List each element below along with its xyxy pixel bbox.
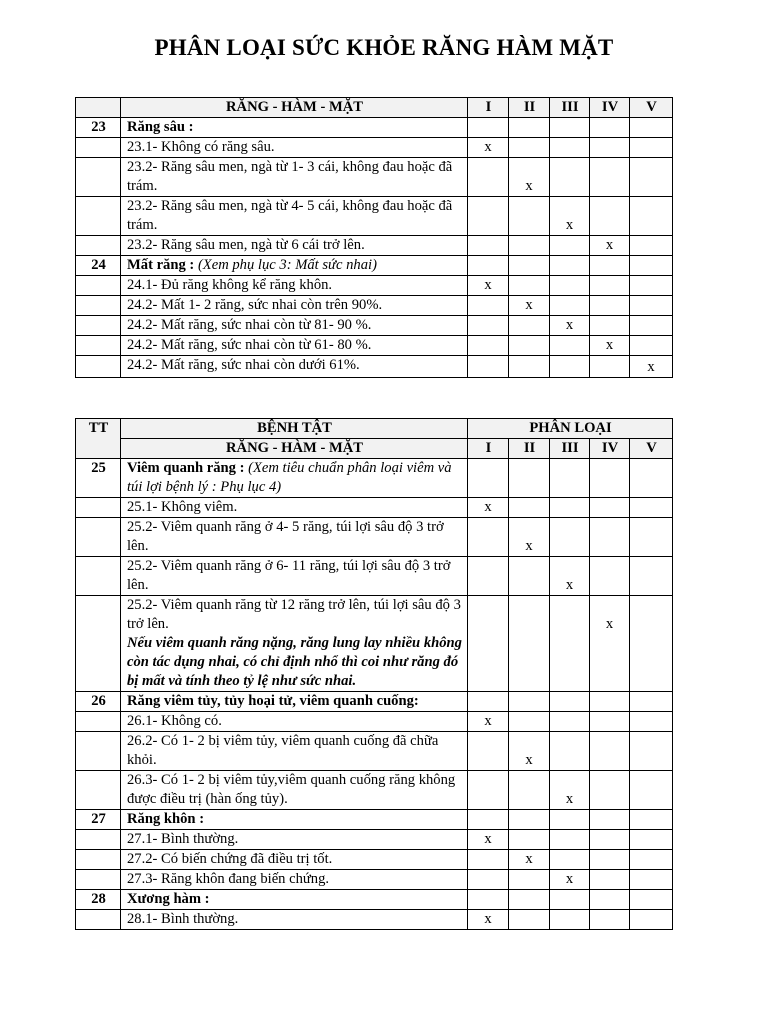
header-col-3: III: [550, 439, 590, 459]
mark-cell: [509, 197, 550, 236]
classification-mark: x: [484, 713, 492, 729]
mark-cell: [590, 197, 630, 236]
row-description: [121, 236, 468, 256]
mark-cell: [468, 138, 509, 158]
mark-cell: [630, 316, 673, 336]
mark-cell: [468, 518, 509, 557]
mark-cell: [630, 197, 673, 236]
mark-cell: [630, 498, 673, 518]
mark-cell: [509, 810, 550, 830]
classification-mark: x: [565, 791, 574, 807]
row-text: 23.2- Răng sâu men, ngà từ 1- 3 cái, không đau hoặc đã trám.: [127, 159, 453, 194]
mark-cell: [550, 316, 590, 336]
mark-cell: [468, 256, 509, 276]
mark-cell: [590, 316, 630, 336]
row-text: 27.3- Răng khôn đang biến chứng.: [127, 871, 330, 887]
mark-cell: [590, 276, 630, 296]
mark-cell: [630, 236, 673, 256]
row-number: 27: [76, 810, 121, 830]
header-col-1: I: [468, 98, 509, 118]
row-number: [76, 732, 121, 771]
row-number: 28: [76, 890, 121, 910]
mark-cell: [590, 712, 630, 732]
row-number: [76, 336, 121, 356]
classification-mark: x: [565, 317, 574, 333]
header-col-3: III: [550, 98, 590, 118]
mark-cell: [630, 276, 673, 296]
mark-cell: [468, 890, 509, 910]
section-row: [76, 459, 673, 498]
mark-cell: [468, 850, 509, 870]
row-text: 27.2- Có biến chứng đã điều trị tốt.: [127, 851, 333, 867]
mark-cell: [509, 296, 550, 316]
classification-mark: x: [525, 178, 533, 194]
mark-cell: [590, 830, 630, 850]
mark-cell: [550, 830, 590, 850]
classification-mark: x: [605, 237, 614, 253]
mark-cell: [550, 356, 590, 378]
classification-mark: x: [484, 911, 492, 927]
mark-cell: [509, 498, 550, 518]
mark-cell: [468, 236, 509, 256]
row-description: [121, 732, 468, 771]
row-text: 24.2- Mất răng, sức nhai còn từ 81- 90 %.: [127, 317, 372, 333]
mark-cell: [630, 830, 673, 850]
row-number: [76, 712, 121, 732]
row-text: 25.1- Không viêm.: [127, 499, 238, 515]
mark-cell: [509, 596, 550, 692]
row-number: [76, 356, 121, 378]
mark-cell: [590, 158, 630, 197]
table-row: [76, 557, 673, 596]
mark-cell: [590, 296, 630, 316]
row-number: [76, 138, 121, 158]
mark-cell: [509, 276, 550, 296]
mark-cell: [630, 732, 673, 771]
mark-cell: [509, 356, 550, 378]
classification-mark: x: [525, 538, 533, 554]
header-group: BỆNH TẬT: [121, 419, 468, 439]
mark-cell: [509, 712, 550, 732]
mark-cell: [630, 596, 673, 692]
row-description: [121, 692, 468, 712]
mark-cell: [550, 197, 590, 236]
mark-cell: [468, 692, 509, 712]
row-text: 28.1- Bình thường.: [127, 911, 239, 927]
header-col-1: I: [468, 439, 509, 459]
classification-mark: x: [484, 277, 492, 293]
mark-cell: [630, 810, 673, 830]
row-description: [121, 256, 468, 276]
mark-cell: [550, 850, 590, 870]
row-number: [76, 518, 121, 557]
mark-cell: [630, 890, 673, 910]
header-col-5: V: [630, 439, 673, 459]
mark-cell: [468, 158, 509, 197]
table-row: [76, 518, 673, 557]
mark-cell: [550, 236, 590, 256]
mark-cell: [550, 810, 590, 830]
table-row: [76, 197, 673, 236]
row-description: [121, 890, 468, 910]
mark-cell: [550, 692, 590, 712]
row-text: 25.2- Viêm quanh răng ở 4- 5 răng, túi lợi sâu độ 3 trở lên.: [127, 519, 444, 554]
table-row: [76, 732, 673, 771]
row-note: (Xem phụ lục 3: Mất sức nhai): [197, 257, 377, 273]
classification-mark: x: [484, 499, 492, 515]
row-text: 24.1- Đủ răng không kể răng khôn.: [127, 277, 333, 293]
mark-cell: [550, 118, 590, 138]
row-description: [121, 910, 468, 930]
mark-cell: [509, 890, 550, 910]
section-row: [76, 692, 673, 712]
row-text: 26.3- Có 1- 2 bị viêm tủy,viêm quanh cuống răng không được điều trị (hàn ống tủy).: [127, 772, 456, 807]
mark-cell: [550, 256, 590, 276]
mark-cell: [630, 459, 673, 498]
row-text: 23.2- Răng sâu men, ngà từ 6 cái trở lên.: [127, 237, 365, 253]
row-description: [121, 498, 468, 518]
mark-cell: [550, 276, 590, 296]
dental-classification-table-1: [75, 97, 673, 378]
header-col-4: IV: [590, 98, 630, 118]
table-row: [76, 336, 673, 356]
table-row: [76, 296, 673, 316]
row-text: 24.2- Mất răng, sức nhai còn từ 61- 80 %.: [127, 337, 372, 353]
row-description: [121, 712, 468, 732]
row-text: 24.2- Mất răng, sức nhai còn dưới 61%.: [127, 357, 360, 373]
table-row: [76, 712, 673, 732]
mark-cell: [550, 910, 590, 930]
table-row: [76, 498, 673, 518]
table-row: [76, 356, 673, 378]
header-classify: PHÂN LOẠI: [468, 419, 673, 439]
table-row: [76, 276, 673, 296]
mark-cell: [550, 459, 590, 498]
row-description: [121, 276, 468, 296]
mark-cell: [550, 870, 590, 890]
row-text: Xương hàm :: [127, 891, 210, 907]
classification-mark: x: [525, 851, 533, 867]
row-description: [121, 771, 468, 810]
row-text: Răng khôn :: [127, 811, 205, 827]
row-description: [121, 810, 468, 830]
row-text: 26.2- Có 1- 2 bị viêm tủy, viêm quanh cuống đã chữa khỏi.: [127, 733, 439, 768]
section-row: [76, 118, 673, 138]
row-number: [76, 850, 121, 870]
section-row: [76, 256, 673, 276]
mark-cell: [468, 712, 509, 732]
mark-cell: [468, 356, 509, 378]
mark-cell: [550, 498, 590, 518]
table-row: [76, 850, 673, 870]
row-text: 24.2- Mất 1- 2 răng, sức nhai còn trên 90%.: [127, 297, 383, 313]
row-description: [121, 356, 468, 378]
header-col-5: V: [630, 98, 673, 118]
table-row: [76, 771, 673, 810]
table-row: [76, 236, 673, 256]
row-description: [121, 296, 468, 316]
mark-cell: [590, 910, 630, 930]
row-text: Răng viêm tủy, tủy hoại tử, viêm quanh cuống:: [127, 693, 419, 709]
mark-cell: [468, 596, 509, 692]
row-number: [76, 596, 121, 692]
mark-cell: [509, 910, 550, 930]
table-row: [76, 910, 673, 930]
row-description: [121, 557, 468, 596]
classification-mark: x: [605, 616, 614, 632]
mark-cell: [590, 356, 630, 378]
row-text: 23.1- Không có răng sâu.: [127, 139, 275, 155]
classification-mark: x: [565, 577, 574, 593]
mark-cell: [590, 771, 630, 810]
mark-cell: [509, 336, 550, 356]
header-desc: RĂNG - HÀM - MẶT: [121, 98, 468, 118]
mark-cell: [468, 557, 509, 596]
row-description: [121, 336, 468, 356]
mark-cell: [590, 118, 630, 138]
row-number: [76, 197, 121, 236]
mark-cell: [590, 732, 630, 771]
mark-cell: [509, 256, 550, 276]
mark-cell: [590, 138, 630, 158]
mark-cell: [630, 256, 673, 276]
row-description: [121, 850, 468, 870]
section-row: [76, 810, 673, 830]
row-description: [121, 518, 468, 557]
mark-cell: [590, 459, 630, 498]
classification-mark: x: [565, 871, 574, 887]
mark-cell: [630, 296, 673, 316]
mark-cell: [630, 712, 673, 732]
mark-cell: [630, 336, 673, 356]
mark-cell: [550, 296, 590, 316]
mark-cell: [630, 910, 673, 930]
mark-cell: [468, 498, 509, 518]
mark-cell: [550, 771, 590, 810]
row-extra-note: Nếu viêm quanh răng nặng, răng lung lay nhiều không còn tác dụng nhai, có chỉ định nhổ thì coi như răng đó bị mất và tính theo tỷ lệ như sức nhai.: [127, 635, 462, 689]
table-row: [76, 158, 673, 197]
mark-cell: [468, 830, 509, 850]
mark-cell: [590, 557, 630, 596]
mark-cell: [509, 316, 550, 336]
mark-cell: [590, 498, 630, 518]
header-col-2: II: [509, 439, 550, 459]
table-row: [76, 596, 673, 692]
mark-cell: [590, 850, 630, 870]
row-number: [76, 910, 121, 930]
row-description: [121, 596, 468, 692]
mark-cell: [630, 138, 673, 158]
mark-cell: [630, 118, 673, 138]
row-text: Viêm quanh răng :: [127, 460, 245, 476]
classification-mark: x: [565, 217, 574, 233]
mark-cell: [630, 771, 673, 810]
table-row: [76, 870, 673, 890]
table-row: [76, 316, 673, 336]
row-description: [121, 459, 468, 498]
row-description: [121, 158, 468, 197]
mark-cell: [590, 890, 630, 910]
mark-cell: [630, 356, 673, 378]
mark-cell: [468, 118, 509, 138]
row-number: [76, 498, 121, 518]
row-text: 25.2- Viêm quanh răng ở 6- 11 răng, túi lợi sâu độ 3 trở lên.: [127, 558, 451, 593]
row-number: [76, 276, 121, 296]
mark-cell: [509, 732, 550, 771]
mark-cell: [590, 518, 630, 557]
mark-cell: [550, 518, 590, 557]
mark-cell: [630, 870, 673, 890]
classification-mark: x: [525, 752, 533, 768]
row-number: [76, 296, 121, 316]
row-description: [121, 870, 468, 890]
mark-cell: [590, 336, 630, 356]
document-title: PHÂN LOẠI SỨC KHỎE RĂNG HÀM MẶT: [154, 35, 614, 60]
row-description: [121, 118, 468, 138]
classification-mark: x: [647, 359, 655, 375]
mark-cell: [509, 870, 550, 890]
row-number: [76, 557, 121, 596]
header-blank: [76, 98, 121, 118]
row-number: 23: [76, 118, 121, 138]
mark-cell: [590, 256, 630, 276]
row-number: [76, 771, 121, 810]
mark-cell: [630, 518, 673, 557]
row-number: [76, 158, 121, 197]
row-number: [76, 830, 121, 850]
mark-cell: [590, 870, 630, 890]
mark-cell: [630, 850, 673, 870]
mark-cell: [468, 336, 509, 356]
dental-classification-table-2: [75, 418, 673, 930]
header-col-4: IV: [590, 439, 630, 459]
header-desc: RĂNG - HÀM - MẶT: [121, 439, 468, 459]
mark-cell: [550, 712, 590, 732]
classification-mark: x: [525, 297, 533, 313]
row-note: (Xem tiêu chuẩn phân loại viêm và túi lợi bệnh lý : Phụ lục 4): [127, 460, 452, 495]
mark-cell: [590, 810, 630, 830]
header-tt: TT: [76, 419, 121, 459]
row-number: 24: [76, 256, 121, 276]
mark-cell: [468, 732, 509, 771]
mark-cell: [468, 276, 509, 296]
row-number: [76, 870, 121, 890]
classification-mark: x: [484, 831, 492, 847]
mark-cell: [468, 316, 509, 336]
table-header-row: [76, 419, 673, 439]
row-text: 27.1- Bình thường.: [127, 831, 239, 847]
mark-cell: [550, 138, 590, 158]
mark-cell: [550, 890, 590, 910]
mark-cell: [550, 557, 590, 596]
classification-mark: x: [605, 337, 614, 353]
mark-cell: [468, 296, 509, 316]
row-text: 25.2- Viêm quanh răng từ 12 răng trở lên, túi lợi sâu độ 3 trở lên.: [127, 597, 461, 632]
mark-cell: [550, 596, 590, 692]
mark-cell: [550, 158, 590, 197]
mark-cell: [630, 158, 673, 197]
row-description: [121, 316, 468, 336]
mark-cell: [509, 158, 550, 197]
mark-cell: [509, 459, 550, 498]
mark-cell: [509, 692, 550, 712]
row-description: [121, 197, 468, 236]
table-header-row: [76, 98, 673, 118]
mark-cell: [509, 236, 550, 256]
mark-cell: [509, 850, 550, 870]
row-number: [76, 316, 121, 336]
row-text: Răng sâu :: [127, 119, 194, 135]
mark-cell: [509, 771, 550, 810]
mark-cell: [550, 336, 590, 356]
mark-cell: [468, 870, 509, 890]
row-number: 26: [76, 692, 121, 712]
row-number: [76, 236, 121, 256]
mark-cell: [590, 236, 630, 256]
mark-cell: [468, 771, 509, 810]
mark-cell: [590, 692, 630, 712]
row-number: 25: [76, 459, 121, 498]
row-description: [121, 138, 468, 158]
row-text: Mất răng :: [127, 257, 195, 273]
row-text: 23.2- Răng sâu men, ngà từ 4- 5 cái, không đau hoặc đã trám.: [127, 198, 453, 233]
mark-cell: [509, 118, 550, 138]
header-col-2: II: [509, 98, 550, 118]
mark-cell: [630, 557, 673, 596]
mark-cell: [468, 459, 509, 498]
mark-cell: [509, 518, 550, 557]
mark-cell: [509, 557, 550, 596]
row-text: 26.1- Không có.: [127, 713, 222, 729]
mark-cell: [630, 692, 673, 712]
mark-cell: [509, 830, 550, 850]
mark-cell: [590, 596, 630, 692]
mark-cell: [468, 197, 509, 236]
table-header-row: [76, 439, 673, 459]
row-description: [121, 830, 468, 850]
section-row: [76, 890, 673, 910]
table-row: [76, 138, 673, 158]
classification-mark: x: [484, 139, 492, 155]
mark-cell: [550, 732, 590, 771]
table-row: [76, 830, 673, 850]
mark-cell: [468, 810, 509, 830]
mark-cell: [509, 138, 550, 158]
mark-cell: [468, 910, 509, 930]
